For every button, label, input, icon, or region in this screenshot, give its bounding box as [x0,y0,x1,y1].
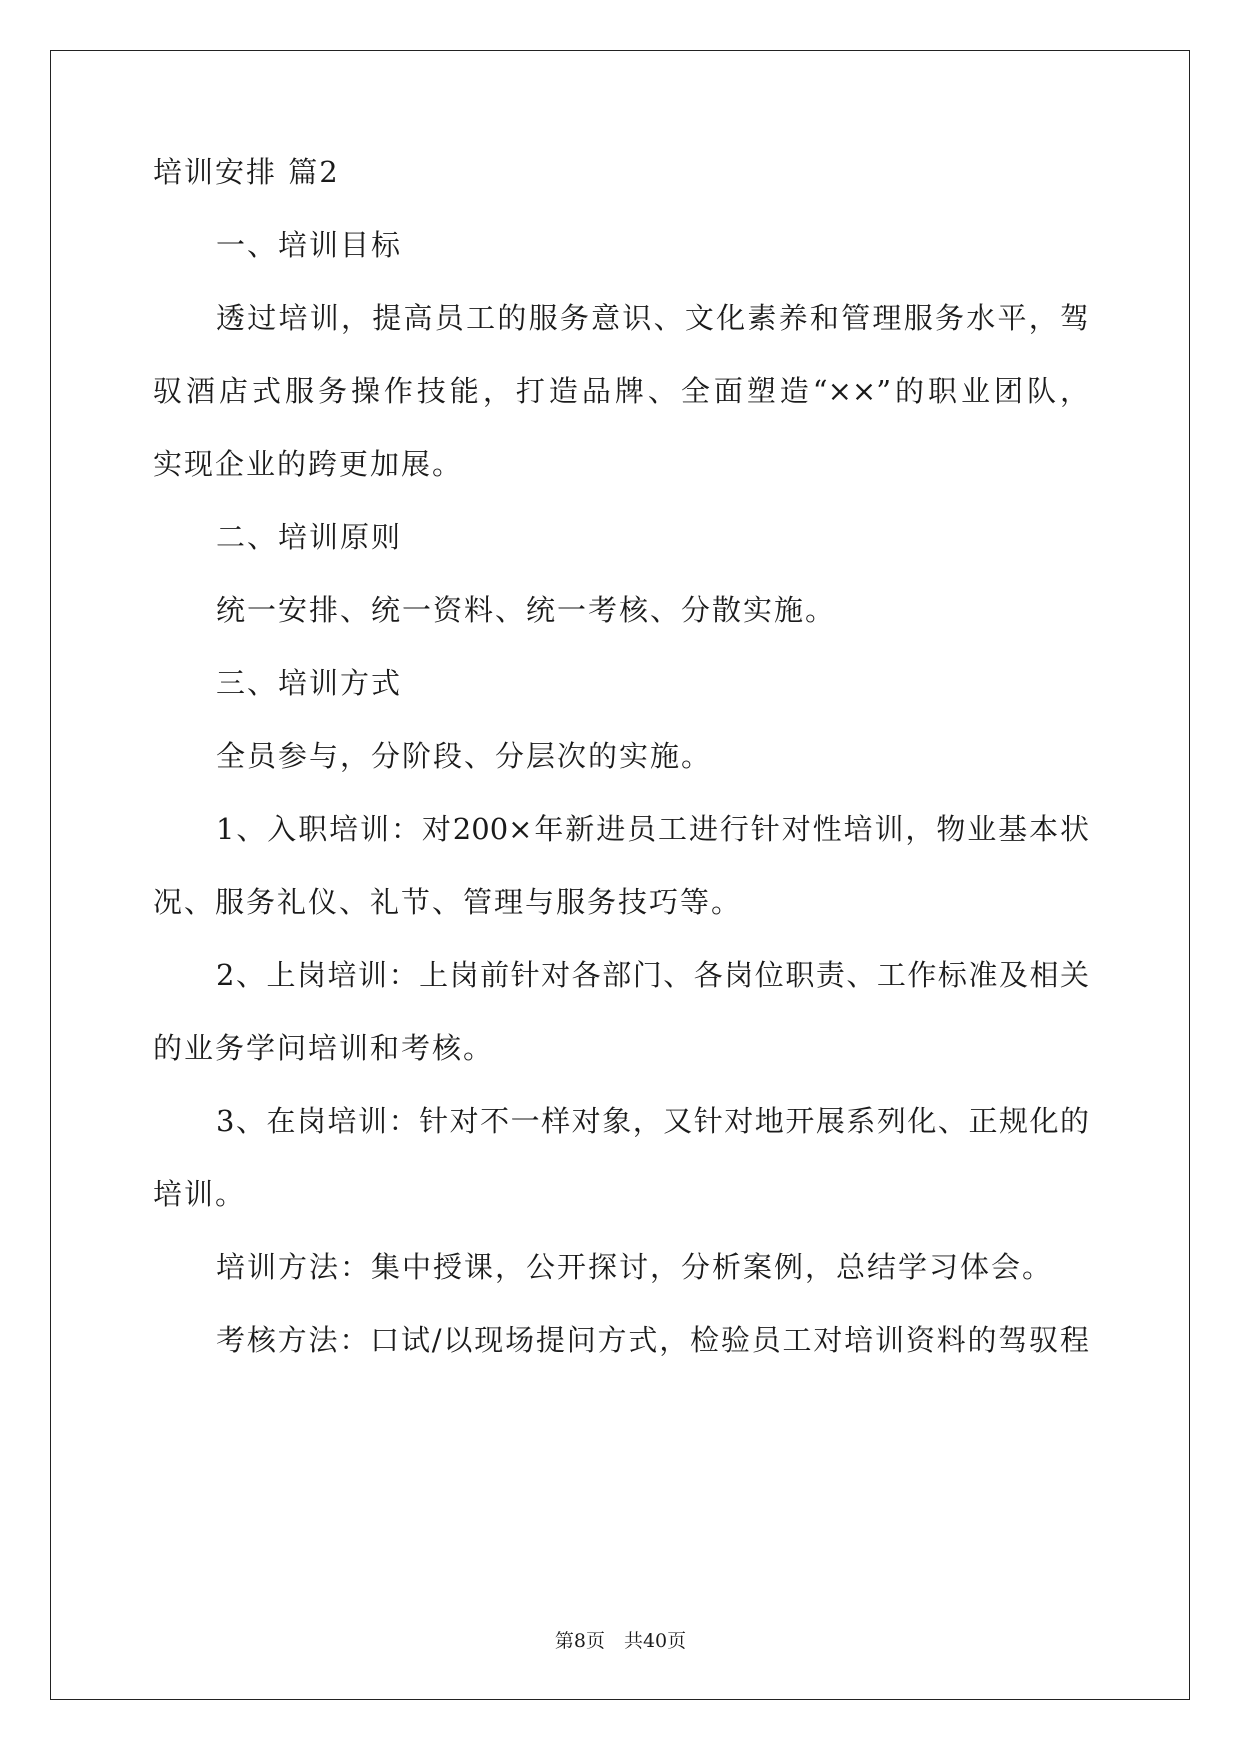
paragraph-line: 全员参与，分阶段、分层次的实施。 [216,739,713,773]
paragraph-line: 3、在岗培训：针对不一样对象，又针对地开展系列化、正规化的 [216,1104,1089,1138]
document-title: 培训安排 篇2 [153,155,340,189]
paragraph-line: 培训方法：集中授课，公开探讨，分析案例，总结学习体会。 [216,1250,1054,1284]
section-heading: 二、培训原则 [216,520,403,554]
paragraph-line: 考核方法：口试/以现场提问方式，检验员工对培训资料的驾驭程 [216,1323,1089,1357]
section-heading: 一、培训目标 [216,228,403,262]
paragraph-line: 统一安排、统一资料、统一考核、分散实施。 [216,593,837,627]
page-border [50,50,1190,1700]
paragraph-line: 2、上岗培训：上岗前针对各部门、各岗位职责、工作标准及相关 [216,958,1089,992]
paragraph-line: 培训。 [153,1177,247,1211]
section-heading: 三、培训方式 [216,666,403,700]
paragraph-line: 驭酒店式服务操作技能，打造品牌、全面塑造“××”的职业团队， [153,374,1089,408]
paragraph-line: 的业务学问培训和考核。 [153,1031,495,1065]
paragraph-line: 实现企业的跨更加展。 [153,447,464,481]
paragraph-line: 1、入职培训：对200×年新进员工进行针对性培训，物业基本状 [216,812,1089,846]
paragraph-line: 透过培训，提高员工的服务意识、文化素养和管理服务水平，驾 [216,301,1089,335]
page-number-footer: 第8页 共40页 [554,1630,687,1652]
paragraph-line: 况、服务礼仪、礼节、管理与服务技巧等。 [153,885,743,919]
